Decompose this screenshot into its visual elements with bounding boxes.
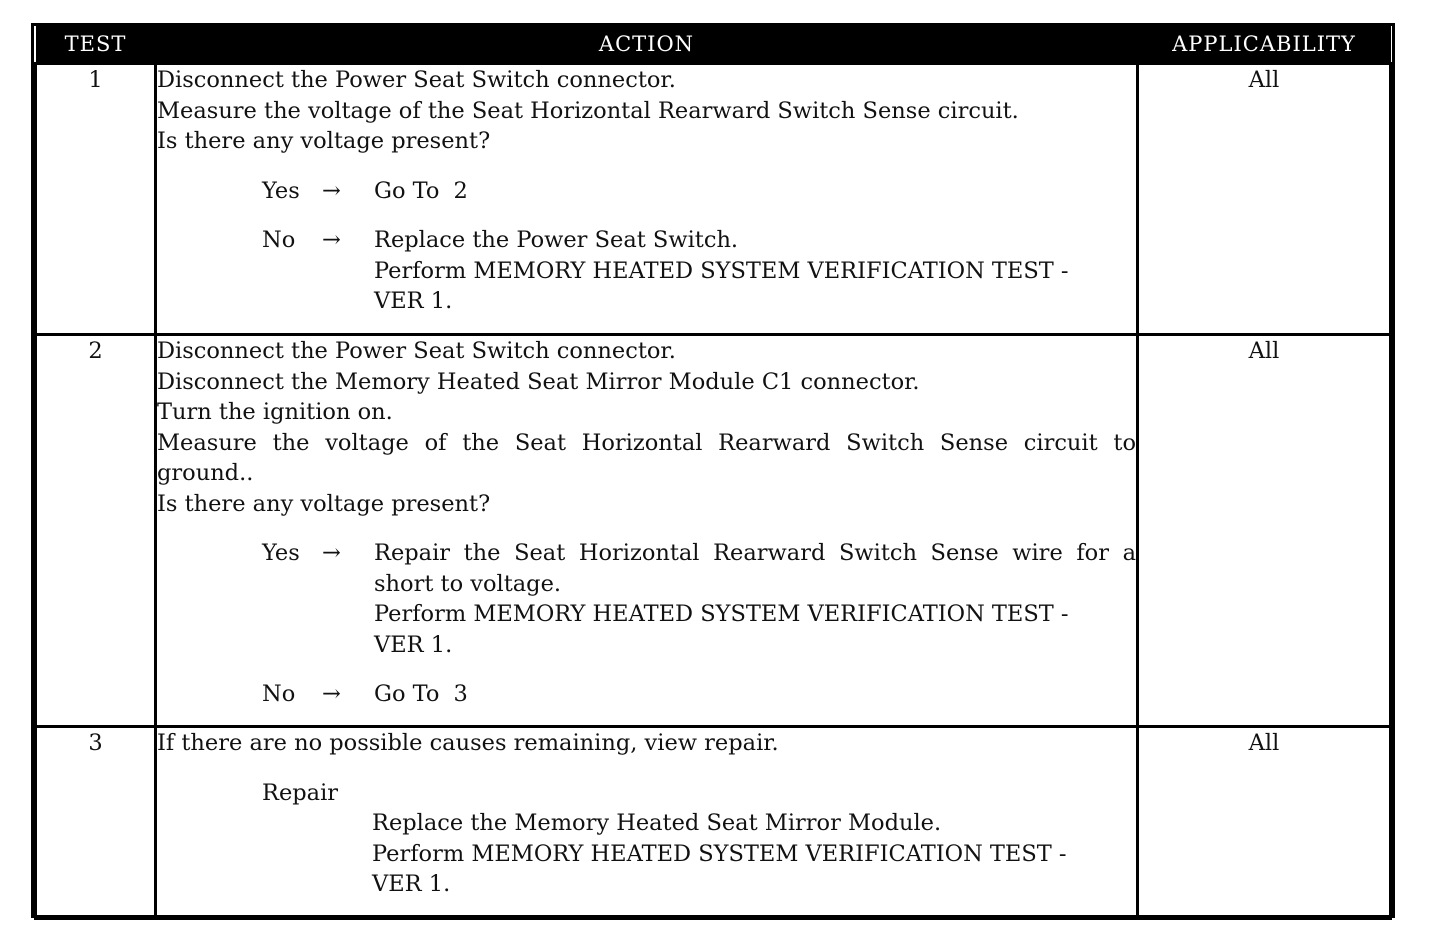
table-header-row [36, 26, 1391, 64]
instruction-line: Replace the Power Seat Switch. [374, 227, 739, 253]
repair-instructions [372, 808, 1136, 900]
header-action: ACTION [156, 26, 1138, 64]
goto-link[interactable] [374, 176, 1136, 207]
goto-link[interactable] [374, 679, 1136, 710]
action-step: Measure the voltage of the Seat Horizontal Rearward Switch Sense circuit. [157, 97, 1019, 124]
action-step: Measure the voltage of the Seat Horizontal Rearward Switch Sense circuit to [157, 429, 1136, 456]
diagnostic-test-table [34, 26, 1392, 920]
goto-label: Go To [374, 177, 440, 204]
applicability-value: All [1138, 64, 1391, 335]
instruction-line: Perform MEMORY HEATED SYSTEM VERIFICATION TEST - [374, 601, 1069, 627]
no-label: No [262, 227, 296, 253]
action-step: If there are no possible causes remaining, view repair. [157, 730, 779, 756]
test-number: 1 [36, 64, 156, 335]
test-action [156, 727, 1138, 919]
no-label: No [262, 681, 296, 707]
yes-instructions [374, 538, 1136, 660]
header-applicability: APPLICABILITY [1138, 26, 1391, 64]
action-question: Is there any voltage present? [157, 490, 491, 517]
yes-choice [262, 176, 1136, 207]
diagnostic-test-table-frame [31, 23, 1395, 918]
applicability-value: All [1138, 727, 1391, 919]
action-step: Disconnect the Memory Heated Seat Mirror Module C1 connector. [157, 368, 920, 395]
header-test: TEST [36, 26, 156, 64]
instruction-line: VER 1. [374, 288, 453, 314]
test-number: 3 [36, 727, 156, 919]
test-action [156, 335, 1138, 727]
applicability-value: All [1138, 335, 1391, 727]
test-row-3 [36, 727, 1391, 919]
yes-label: Yes [262, 177, 300, 204]
instruction-line: VER 1. [372, 871, 451, 897]
action-step-continued: ground.. [157, 460, 254, 486]
right-arrow-icon: → [322, 177, 341, 204]
test-action [156, 64, 1138, 335]
instruction-line: VER 1. [374, 631, 453, 658]
instruction-line: Replace the Memory Heated Seat Mirror Module. [372, 810, 942, 836]
instruction-line: Repair the Seat Horizontal Rearward Switch Sense wire for a [374, 540, 1136, 566]
answer-choices [157, 176, 1136, 317]
repair-label: Repair [262, 779, 339, 806]
test-row-1 [36, 64, 1391, 335]
right-arrow-icon: → [322, 540, 341, 566]
yes-label: Yes [262, 540, 300, 566]
test-number: 2 [36, 335, 156, 727]
right-arrow-icon: → [322, 681, 341, 707]
no-choice [262, 679, 1136, 710]
action-question: Is there any voltage present? [157, 128, 491, 154]
yes-choice [262, 538, 1136, 660]
right-arrow-icon: → [322, 227, 341, 253]
no-choice [262, 225, 1136, 317]
goto-target: 2 [453, 177, 468, 204]
no-instructions [374, 225, 1136, 317]
instruction-line: Perform MEMORY HEATED SYSTEM VERIFICATION TEST - [374, 257, 1069, 284]
test-row-2 [36, 335, 1391, 727]
action-step: Disconnect the Power Seat Switch connector. [157, 67, 676, 93]
action-step: Turn the ignition on. [157, 399, 393, 425]
goto-label: Go To [374, 681, 440, 707]
instruction-line: short to voltage. [374, 570, 562, 597]
action-step: Disconnect the Power Seat Switch connector. [157, 338, 676, 364]
instruction-line: Perform MEMORY HEATED SYSTEM VERIFICATION TEST - [372, 840, 1067, 867]
goto-target: 3 [453, 681, 468, 707]
answer-choices [157, 538, 1136, 710]
